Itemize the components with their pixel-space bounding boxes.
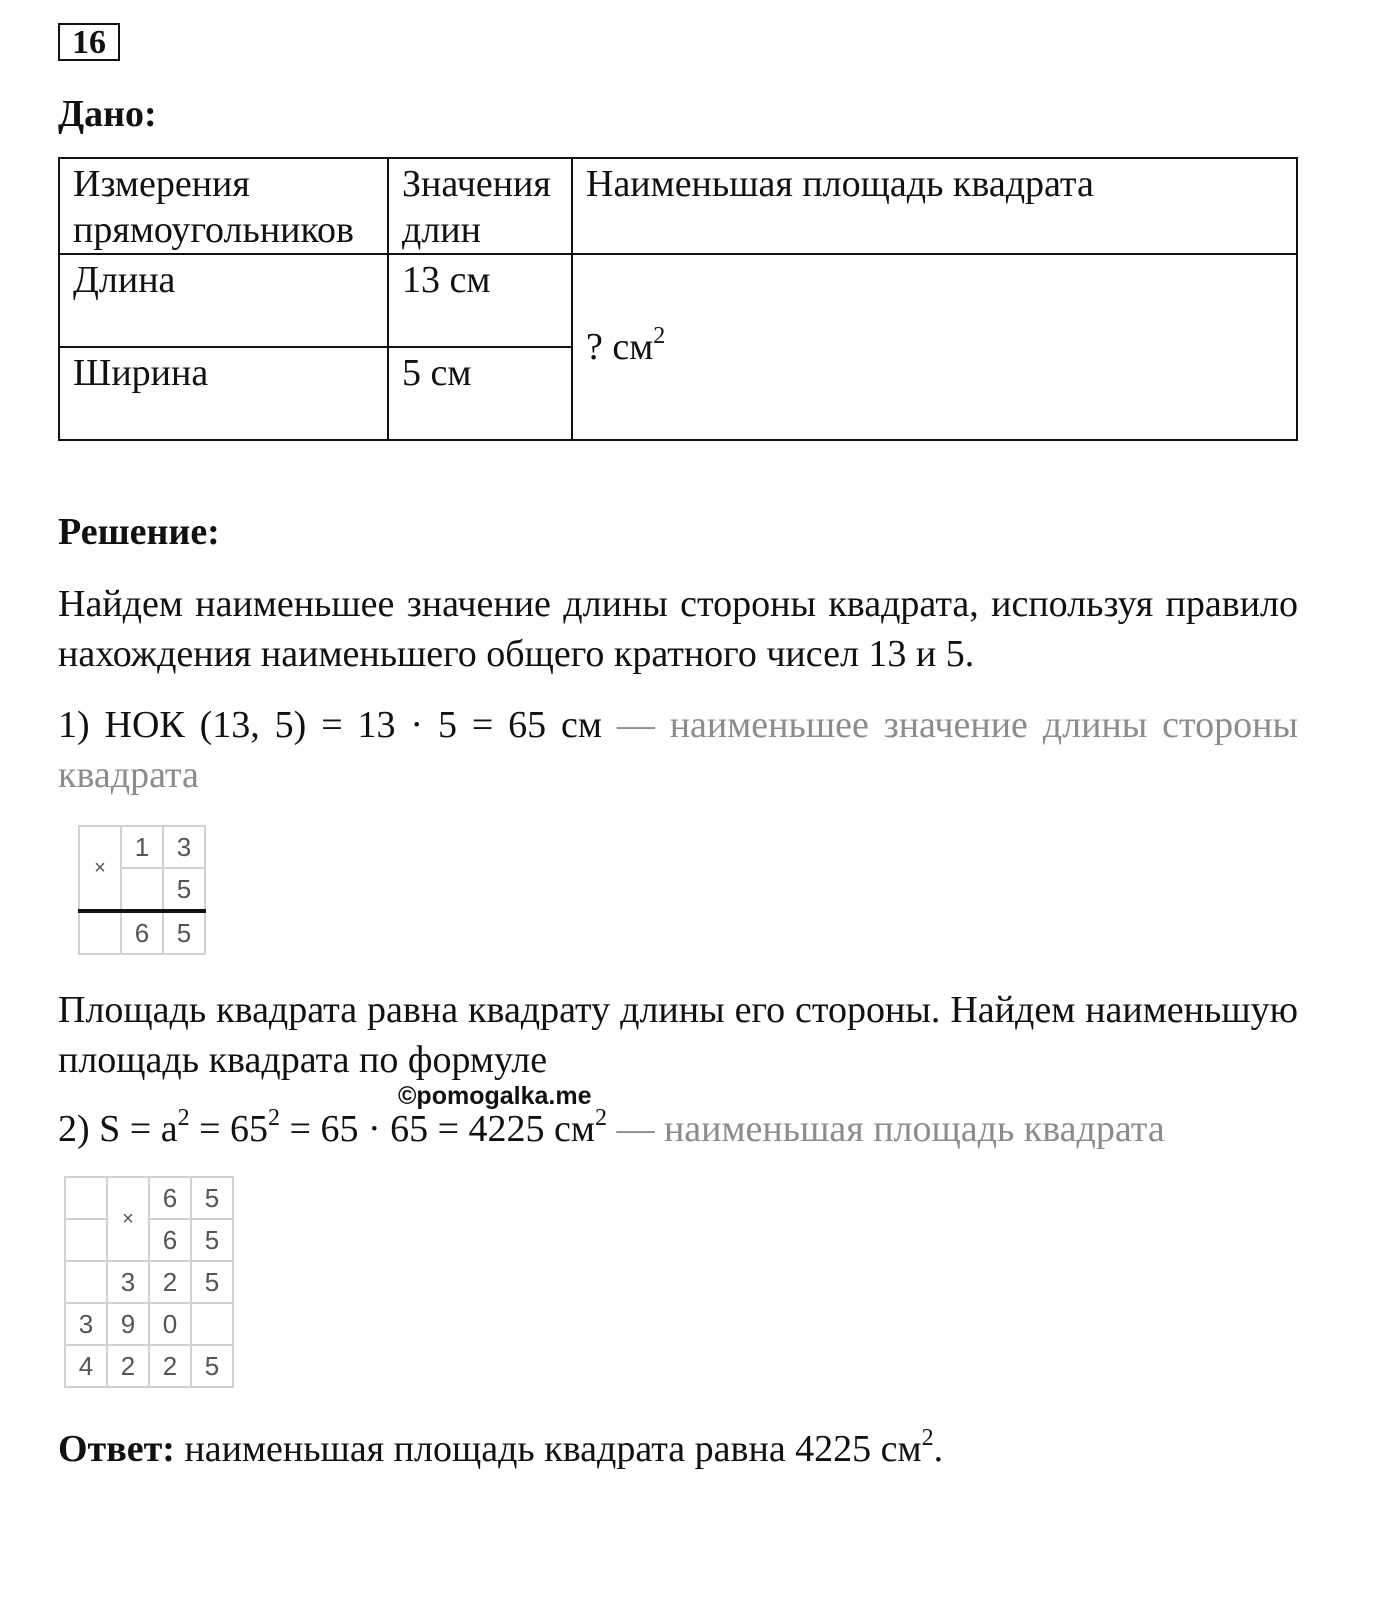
grid-row — [65, 1345, 233, 1387]
grid-cell — [121, 868, 163, 911]
grid-row — [79, 911, 205, 954]
grid-cell: 1 — [121, 826, 163, 868]
grid-cell: 0 — [149, 1303, 191, 1345]
multiply-sign: × — [107, 1177, 149, 1261]
step-1-formula: 1) НОК (13, 5) = 13 · 5 = 65 см — [58, 704, 602, 746]
grid-cell: 4 — [65, 1345, 107, 1387]
given-table — [58, 157, 1298, 441]
grid-cell — [65, 1219, 107, 1261]
grid-cell: 5 — [191, 1261, 233, 1303]
solution-paragraph-2: Площадь квадрата равна квадрату длины его стороны. Найдем наименьшую площадь квадрата по формуле — [58, 989, 1298, 1081]
grid-cell: 9 — [107, 1303, 149, 1345]
answer — [58, 1424, 1298, 1474]
multiply-sign: × — [79, 826, 121, 911]
step-2-exp: 2 — [594, 1105, 607, 1132]
header-values: Значения длин — [388, 158, 572, 254]
unknown-area: ? см — [586, 326, 654, 368]
grid-cell: 3 — [65, 1303, 107, 1345]
header-measurements: Измерения прямоугольников — [59, 158, 388, 254]
grid-cell: 5 — [191, 1219, 233, 1261]
grid-row — [79, 826, 205, 868]
grid-row — [65, 1219, 233, 1261]
grid-row — [65, 1177, 233, 1219]
step-2-note: — наименьшая площадь квадрата — [606, 1108, 1165, 1150]
grid-cell: 5 — [191, 1177, 233, 1219]
grid-row — [65, 1261, 233, 1303]
step-1-note: — наименьшее значение длины стороны квадрата — [58, 704, 1299, 796]
step-2-part: = 65 — [189, 1108, 269, 1150]
step-2 — [58, 1104, 1298, 1154]
header-min-area: Наименьшая площадь квадрата — [572, 158, 1297, 254]
grid-cell — [79, 911, 121, 954]
grid-cell: 5 — [163, 868, 205, 911]
table-row — [59, 158, 1297, 254]
answer-end: . — [933, 1428, 944, 1470]
grid-cell: 6 — [149, 1219, 191, 1261]
answer-label: Ответ: — [58, 1428, 175, 1470]
grid-cell: 5 — [163, 911, 205, 954]
table-row — [59, 254, 1297, 347]
unknown-area-exp: 2 — [653, 323, 666, 350]
step-2-part: = 65 · 65 = 4225 см — [280, 1108, 595, 1150]
solution-intro: Найдем наименьшее значение длины стороны квадрата, используя правило нахождения наименьшего общего кратного чисел 13 и 5. — [58, 583, 1298, 675]
grid-cell: 5 — [191, 1345, 233, 1387]
row-length-label: Длина — [59, 254, 388, 347]
grid-cell — [65, 1261, 107, 1303]
grid-cell: 3 — [163, 826, 205, 868]
step-1 — [58, 700, 1298, 800]
answer-text: наименьшая площадь квадрата равна 4225 см — [174, 1428, 922, 1470]
multiplication-13-by-5 — [78, 825, 206, 955]
answer-exp: 2 — [921, 1425, 934, 1452]
grid-row — [65, 1303, 233, 1345]
given-heading: Дано: — [58, 93, 157, 135]
grid-cell: 2 — [149, 1261, 191, 1303]
solution-heading: Решение: — [58, 511, 220, 553]
grid-cell: 3 — [107, 1261, 149, 1303]
row-width-label: Ширина — [59, 347, 388, 440]
step-2-part: 2) S = a — [58, 1108, 178, 1150]
grid-cell: 6 — [149, 1177, 191, 1219]
step-2-exp: 2 — [177, 1105, 190, 1132]
grid-cell — [191, 1303, 233, 1345]
unknown-area-cell — [572, 254, 1297, 440]
task-number: 16 — [58, 23, 120, 61]
grid-cell: 6 — [121, 911, 163, 954]
row-width-value: 5 см — [388, 347, 572, 440]
grid-cell: 2 — [107, 1345, 149, 1387]
multiplication-65-by-65 — [64, 1176, 234, 1388]
grid-cell — [65, 1177, 107, 1219]
watermark: ©pomogalka.me — [398, 1082, 592, 1110]
row-length-value: 13 см — [388, 254, 572, 347]
step-2-exp: 2 — [268, 1105, 281, 1132]
grid-cell: 2 — [149, 1345, 191, 1387]
